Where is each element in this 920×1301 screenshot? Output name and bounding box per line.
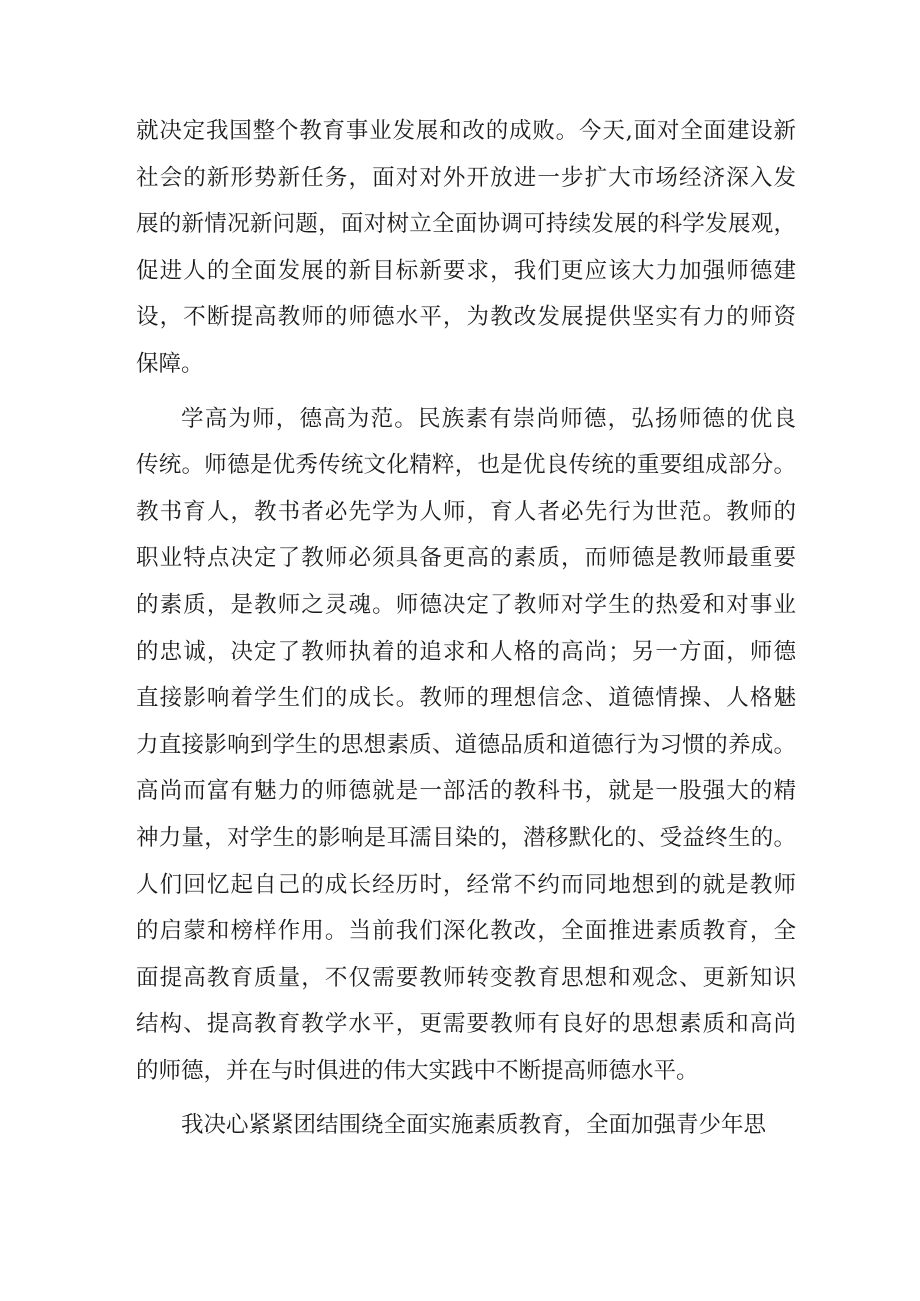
paragraph-line: 神力量，对学生的影响是耳濡目染的，潜移默化的、受益终生的。 (136, 824, 796, 851)
paragraph-2 (136, 396, 796, 1095)
paragraph-line: 展的新情况新问题，面对树立全面协调可持续发展的科学发展观， (136, 211, 796, 238)
paragraph-line: 职业特点决定了教师必须具备更高的素质，而师德是教师最重要 (136, 545, 796, 572)
paragraph-1 (136, 108, 796, 388)
paragraph-line: 传统。师德是优秀传统文化精粹，也是优良传统的重要组成部分。 (136, 452, 796, 479)
paragraph-line: 人们回忆起自己的成长经历时，经常不约而同地想到的就是教师 (136, 871, 796, 898)
paragraph-line: 就决定我国整个教育事业发展和改的成败。今天,面对全面建设新 (136, 118, 796, 144)
document-body (136, 108, 796, 1149)
paragraph-line: 的素质，是教师之灵魂。师德决定了教师对学生的热爱和对事业 (136, 591, 796, 618)
paragraph-line: 面提高教育质量，不仅需要教师转变教育思想和观念、更新知识 (136, 964, 796, 991)
paragraph-line: 的忠诚，决定了教师执着的追求和人格的高尚；另一方面，师德 (136, 638, 796, 665)
paragraph-line: 社会的新形势新任务，面对对外开放进一步扩大市场经济深入发 (136, 164, 796, 191)
paragraph-line: 我决心紧紧团结围绕全面实施素质教育，全面加强青少年思 (181, 1112, 767, 1139)
paragraph-line: 促进人的全面发展的新目标新要求，我们更应该大力加强师德建 (136, 257, 796, 284)
paragraph-line: 教书育人，教书者必先学为人师，育人者必先行为世范。教师的 (136, 498, 796, 525)
paragraph-gap (136, 1094, 796, 1102)
paragraph-gap (136, 388, 796, 396)
paragraph-line: 学高为师，德高为范。民族素有崇尚师德，弘扬师德的优良 (181, 405, 796, 432)
paragraph-line: 力直接影响到学生的思想素质、道德品质和道德行为习惯的养成。 (136, 731, 796, 758)
paragraph-line: 的师德，并在与时俱进的伟大实践中不断提高师德水平。 (136, 1057, 699, 1084)
paragraph-line: 的启蒙和榜样作用。当前我们深化教改，全面推进素质教育，全 (136, 918, 796, 945)
paragraph-line: 高尚而富有魅力的师德就是一部活的教科书，就是一股强大的精 (136, 778, 796, 805)
paragraph-line: 结构、提高教育教学水平，更需要教师有良好的思想素质和高尚 (136, 1011, 796, 1038)
paragraph-3 (136, 1102, 796, 1149)
paragraph-line: 直接影响着学生们的成长。教师的理想信念、道德情操、人格魅 (136, 685, 796, 712)
paragraph-line: 设，不断提高教师的师德水平，为教改发展提供坚实有力的师资 (136, 304, 796, 331)
paragraph-line: 保障。 (136, 350, 204, 377)
